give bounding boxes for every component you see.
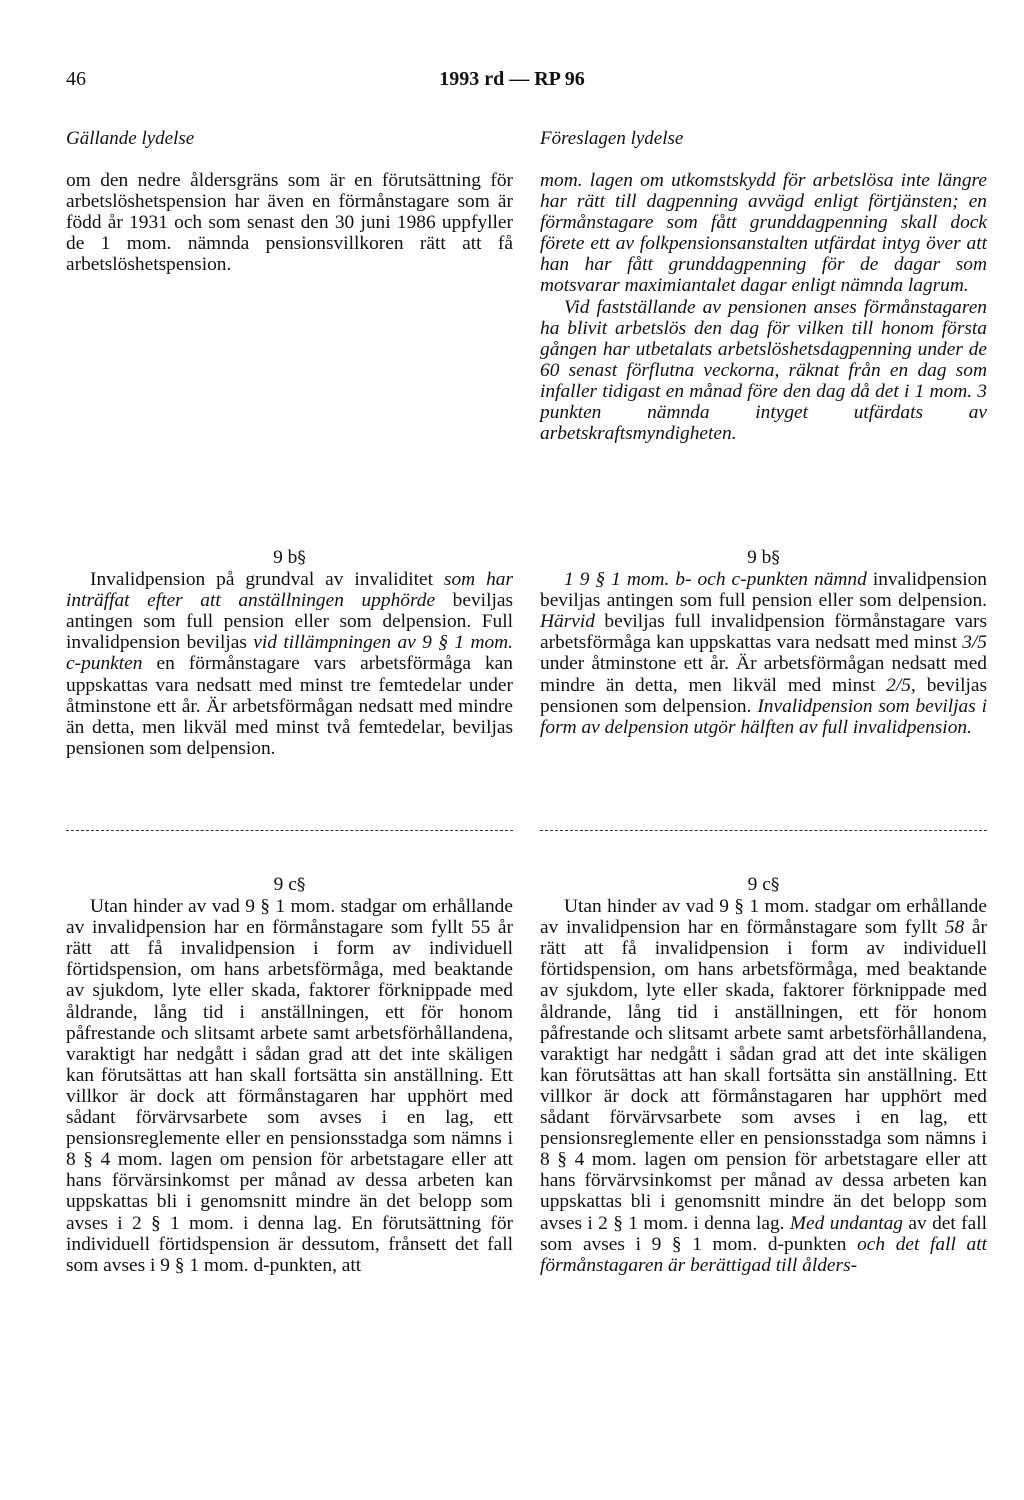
- right-9c-t5: av det fall som avses i 9 § 1 mom. d-punkten: [540, 1212, 988, 1255]
- right-9c-t2: 58: [944, 917, 965, 939]
- left-9b-text: [66, 569, 513, 759]
- right-para1-text: [540, 170, 987, 297]
- right-9c-t3: år rätt att få invalidpension i form av individuell förtidspension, om hans arbetsförmåga, med beaktande av sjukdom, lyte eller skada, faktorer förknippade med åldrande, lång tid i anställningen, ett för honom påfrestande och slitsamt arbete samt arbetsförhållandena, varaktigt har nedgått i sådan grad att det inte skäligen kan förutsättas att han skall fortsätta sin anställning. Ett villkor är dock att förmånstagaren har upphört med sådant förvärvsarbete som avses i en lag, ett pensionsreglemente eller en pensionsstadga som nämns i 8 § 4 mom. lagen om pension för arbetstagare eller att hans förvärvsinkomst per månad av dessa arbeten kan uppskattas bli i genomsnitt mindre än det belopp som avses i 2 § 1 mom. i denna lag.: [540, 917, 987, 1234]
- right-para2-text: [540, 297, 987, 445]
- right-9b-t5: 3/5: [962, 632, 987, 654]
- right-para1-italic: mom. lagen om utkomstskydd för arbetslösa inte längre har rätt till dagpenning avvägd enligt förtjänsten; en förmånstagare som fått grunddagpenning skall dock förete ett av folkpensionsanstalten utfärdat intyg över att han har fått grunddagpenning för de dagar som motsvarar maximiantalet dagar enligt nämnda lagrum.: [540, 170, 987, 297]
- right-9c-t6: och det fall att förmånstagaren är berättigad till ålders-: [540, 1233, 987, 1276]
- left-column-heading: Gällande lydelse: [66, 128, 195, 149]
- left-section-9b: [66, 547, 513, 759]
- left-9c-number: 9 c: [273, 874, 297, 895]
- left-para1-text: om den nedre åldersgräns som är en förutsättning för arbetslöshetspension har även en förmånstagare som är född år 1931 och som senast den 30 juni 1986 uppfyller de 1 mom. nämnda pensionsvillkoren rätt att få arbetslöshetspension.: [66, 170, 513, 276]
- right-9b-sign: §: [771, 548, 780, 568]
- right-9c-t1: Utan hinder av vad 9 § 1 mom. stadgar om erhållande av invalidpension har en förmånstagare som fyllt: [540, 896, 987, 939]
- left-9b-t2: som har inträffat efter att anställningen upphörde: [66, 569, 514, 612]
- left-9b-t4: vid tillämpningen av 9 § 1 mom. c-punkten: [66, 632, 513, 675]
- left-9b-sign: §: [297, 548, 306, 568]
- right-9b-t9: Invalidpension som beviljas i form av delpension utgör hälften av full invalidpension.: [540, 695, 987, 738]
- right-9b-number: 9 b: [747, 547, 772, 568]
- left-9c-sign: §: [296, 875, 306, 895]
- right-9b-title: [540, 547, 987, 569]
- left-9b-title: [66, 547, 513, 569]
- right-9c-text: [540, 896, 987, 1276]
- left-section-9c: [66, 874, 513, 1276]
- running-title: 1993 rd — RP 96: [439, 68, 585, 90]
- left-paragraph-1: [66, 170, 513, 275]
- right-para2-italic: Vid fastställande av pensionen anses förmånstagaren ha blivit arbetslös den dag för vilken till honom första gången har utbetalats arbetslöshetsdagpenning under de 60 senast förflutna veckorna, räknat från en dag som infaller tidigast en månad före den dag då det i 1 mom. 3 punkten nämnda intyget utfärdats av arbetskraftsmyndigheten.: [540, 296, 987, 445]
- left-9b-t5: en förmånstagare vars arbetsförmåga kan uppskattas vara nedsatt med minst tre femtedelar under åtminstone ett år. Är arbetsförmågan nedsatt med mindre än detta, men likväl med minst två femtedelar, beviljas pensionen som delpension.: [66, 653, 513, 759]
- right-9b-t1: 1 9 § 1 mom. b- och c-punkten nämnd: [564, 569, 867, 591]
- right-section-9c: [540, 874, 987, 1276]
- right-omission-divider: [540, 830, 987, 831]
- right-9c-number: 9 c: [747, 874, 771, 895]
- right-9b-text: [540, 569, 987, 738]
- left-9b-t3: beviljas antingen som full pension eller som delpension. Full invalidpension beviljas: [66, 590, 513, 654]
- left-9b-t1: Invalidpension på grundval av invaliditet: [90, 569, 444, 591]
- right-section-9b: [540, 547, 987, 738]
- right-9b-t3: Härvid: [540, 611, 595, 633]
- right-9c-sign: §: [770, 875, 780, 895]
- right-9b-t6: under åtminstone ett år. Är arbetsförmågan nedsatt med mindre än detta, men likväl med minst: [540, 653, 987, 696]
- left-omission-divider: [66, 830, 513, 831]
- right-9b-t2: invalidpension beviljas antingen som full pension eller som delpension.: [540, 569, 987, 612]
- right-column-heading: Föreslagen lydelse: [540, 128, 684, 149]
- right-paragraph-1: [540, 170, 987, 444]
- right-9b-t4: beviljas full invalidpension förmånstagare vars arbetsförmåga kan uppskattas vara nedsatt med minst: [540, 611, 987, 654]
- right-9b-t8: beviljas pensionen som delpension.: [540, 674, 987, 717]
- page-number: 46: [66, 68, 86, 90]
- right-9c-t4: Med undantag: [789, 1212, 904, 1234]
- left-9b-number: 9 b: [273, 547, 298, 568]
- right-9b-t7: 2/5,: [886, 674, 916, 696]
- right-9c-title: [540, 874, 987, 896]
- left-9c-text: Utan hinder av vad 9 § 1 mom. stadgar om erhållande av invalidpension har en förmånstagare som fyllt 55 år rätt att få invalidpension i form av individuell förtidspension, om hans arbetsförmåga, med beaktande av sjukdom, lyte eller skada, faktorer förknippade med åldrande, lång tid i anställningen, ett för honom påfrestande och slitsamt arbete samt arbetsförhållandena, varaktigt har nedgått i sådan grad att det inte skäligen kan förutsättas att han skall fortsätta sin anställning. Ett villkor är dock att förmånstagaren har upphört med sådant förvärvsarbete som avses i en lag, ett pensionsreglemente eller en pensionsstadga som nämns i 8 § 4 mom. lagen om pension för arbetstagare eller att hans förvärsinkomst per månad av dessa arbeten kan uppskattas bli i genomsnitt mindre än det belopp som avses i 2 § 1 mom. i denna lag. En förutsättning för individuell förtidspension är dessutom, frånsett det fall som avses i 9 § 1 mom. d-punkten, att: [66, 896, 513, 1276]
- left-9c-title: [66, 874, 513, 896]
